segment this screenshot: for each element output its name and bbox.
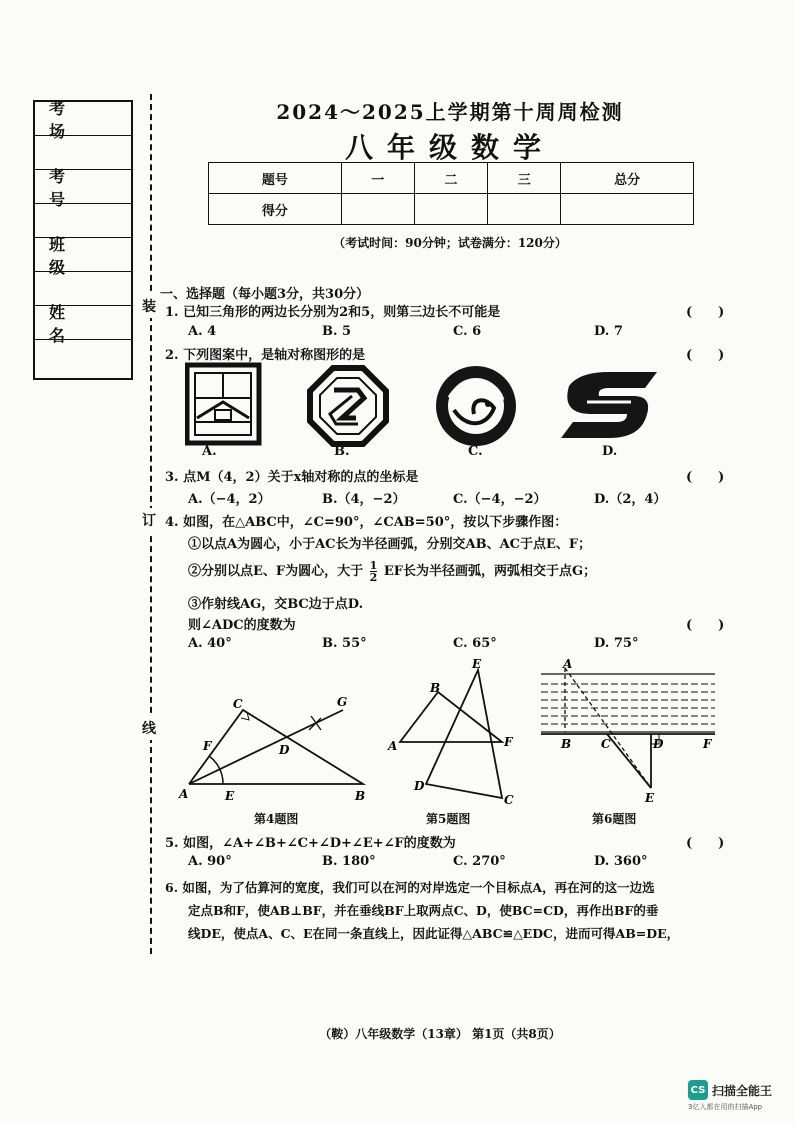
q3-stem: 3. 点M（4，2）关于x轴对称的点的坐标是 [165,470,419,485]
score-cell: 三 [488,163,561,194]
fig4-label-d: D [279,743,290,757]
binding-label-xian: 线 [142,716,156,740]
score-cell: 二 [414,163,487,194]
fig6-label-f: F [703,737,712,751]
fig6-label-e: E [645,791,655,805]
score-input-cell[interactable] [341,194,414,225]
figure-4-caption: 第4题图 [254,812,299,826]
q1-option: B. 5 [322,324,352,339]
binding-label-zhuang: 装 [142,294,156,318]
figure-4-diagram [175,690,375,806]
q1-option: A. 4 [188,324,217,339]
score-input-cell[interactable] [414,194,487,225]
scanner-brand: 扫描全能王 [712,1083,773,1098]
scanner-tagline: 3亿人都在用的扫描App [688,1103,763,1111]
q4-option: C. 65° [453,636,497,651]
q2-answer-paren[interactable]: ( ) [686,348,725,363]
score-cell: 总分 [561,163,694,194]
fig4-label-c: C [233,697,243,711]
figure-5-caption: 第5题图 [426,812,471,826]
q4-step2-end: EF长为半径画弧，两弧相交于点G； [383,564,597,579]
q3-option: A.（−4，2） [188,492,271,507]
q5-option: D. 360° [594,854,648,869]
score-table-header-row [209,163,694,194]
class-label: 班 级 [35,238,131,272]
q2-stem: 2. 下列图案中，是轴对称图形的是 [165,348,366,363]
q5-answer-paren[interactable]: ( ) [686,836,725,851]
q4-step2-start: ②分别以点E、F为圆心，大于 [188,564,364,579]
section-heading: 一、选择题（每小题3分，共30分） [160,287,370,302]
page-footer: （鞍）八年级数学（13章） 第1页（共8页） [319,1027,561,1041]
score-input-cell[interactable] [561,194,694,225]
score-input-cell[interactable] [488,194,561,225]
figure-5-diagram [380,656,520,808]
binding-label-ding: 订 [142,508,156,532]
fig5-label-f: F [504,735,513,749]
fig4-label-g: G [337,695,348,709]
fig5-label-b: B [430,681,441,695]
q4-ask: 则∠ADC的度数为 [188,618,296,633]
q3-answer-paren[interactable]: ( ) [686,470,725,485]
exam-info: （考试时间：90分钟；试卷满分：120分） [333,236,567,250]
q2-label: C. [468,444,483,459]
fig4-label-a: A [179,787,189,801]
q2-patterns [185,362,675,448]
q5-stem: 5. 如图，∠A+∠B+∠C+∠D+∠E+∠F的度数为 [165,836,456,851]
q4-step2 [188,560,596,583]
q1-option: C. 6 [453,324,482,339]
q4-option: A. 40° [188,636,232,651]
q4-step1: ①以点A为圆心，小于AC长为半径画弧，分别交AB、AC于点E、F； [188,537,592,552]
figure-6-caption: 第6题图 [592,812,637,826]
q2-label: A. [202,444,217,459]
fig5-label-c: C [504,793,514,807]
q4-option: D. 75° [594,636,639,651]
fig5-label-e: E [472,657,482,671]
q5-option: B. 180° [322,854,376,869]
score-cell: 得分 [209,194,342,225]
q1-answer-paren[interactable]: ( ) [686,305,725,320]
q2-label: D. [602,444,618,459]
fig5-label-a: A [388,739,398,753]
subject-title: 八年级数学 [344,131,555,164]
fraction-half [370,560,378,583]
fig6-label-c: C [601,737,611,751]
fig6-label-a: A [563,657,573,671]
fraction-denominator: 2 [369,571,378,584]
name-field[interactable] [35,340,131,382]
fig6-label-d: D [653,737,664,751]
pattern-d-icon [561,372,657,438]
pattern-b-icon [310,368,386,444]
score-table [208,162,694,225]
q1-stem: 1. 已知三角形的两边长分别为2和5，则第三边长不可能是 [165,305,501,320]
q5-option: A. 90° [188,854,232,869]
q4-answer-paren[interactable]: ( ) [686,618,725,633]
student-info-box [33,100,133,380]
exam-number-label: 考 号 [35,170,131,204]
name-label: 姓 名 [35,306,131,340]
exam-room-label: 考 场 [35,102,131,136]
score-cell: 题号 [209,163,342,194]
fraction-numerator: 1 [369,559,378,572]
fig4-label-f: F [203,739,212,753]
fig6-label-b: B [561,737,572,751]
exam-title: 2024～2025上学期第十周周检测 [276,100,624,124]
q6-line3: 线DE，使点A、C、E在同一条直线上，因此证得△ABC≌△EDC，进而可得AB=DE， [188,926,680,941]
fig4-label-b: B [355,789,366,803]
q3-option: B.（4，−2） [322,492,406,507]
q6-line2: 定点B和F，使AB⊥BF，并在垂线BF上取两点C、D，使BC=CD，再作出BF的垂 [188,903,659,918]
scanner-watermark [688,1080,772,1112]
q1-option: D. 7 [594,324,623,339]
figure-6-diagram [535,656,725,806]
q4-step3: ③作射线AG，交BC边于点D. [188,597,364,612]
scanner-logo-icon: CS [688,1080,708,1100]
q2-label: B. [334,444,350,459]
q6-line1: 6. 如图，为了估算河的宽度，我们可以在河的对岸选定一个目标点A，再在河的这一边选 [165,880,655,895]
q4-option: B. 55° [322,636,367,651]
q3-option: C.（−4，−2） [453,492,547,507]
fig4-label-e: E [225,789,235,803]
q4-stem: 4. 如图，在△ABC中，∠C=90°，∠CAB=50°，按以下步骤作图： [165,515,568,530]
score-table-score-row [209,194,694,225]
pattern-a-icon [187,365,259,443]
fig5-label-d: D [414,779,425,793]
score-cell: 一 [341,163,414,194]
pattern-c-icon [436,366,516,446]
q3-option: D.（2，4） [594,492,667,507]
q5-option: C. 270° [453,854,506,869]
